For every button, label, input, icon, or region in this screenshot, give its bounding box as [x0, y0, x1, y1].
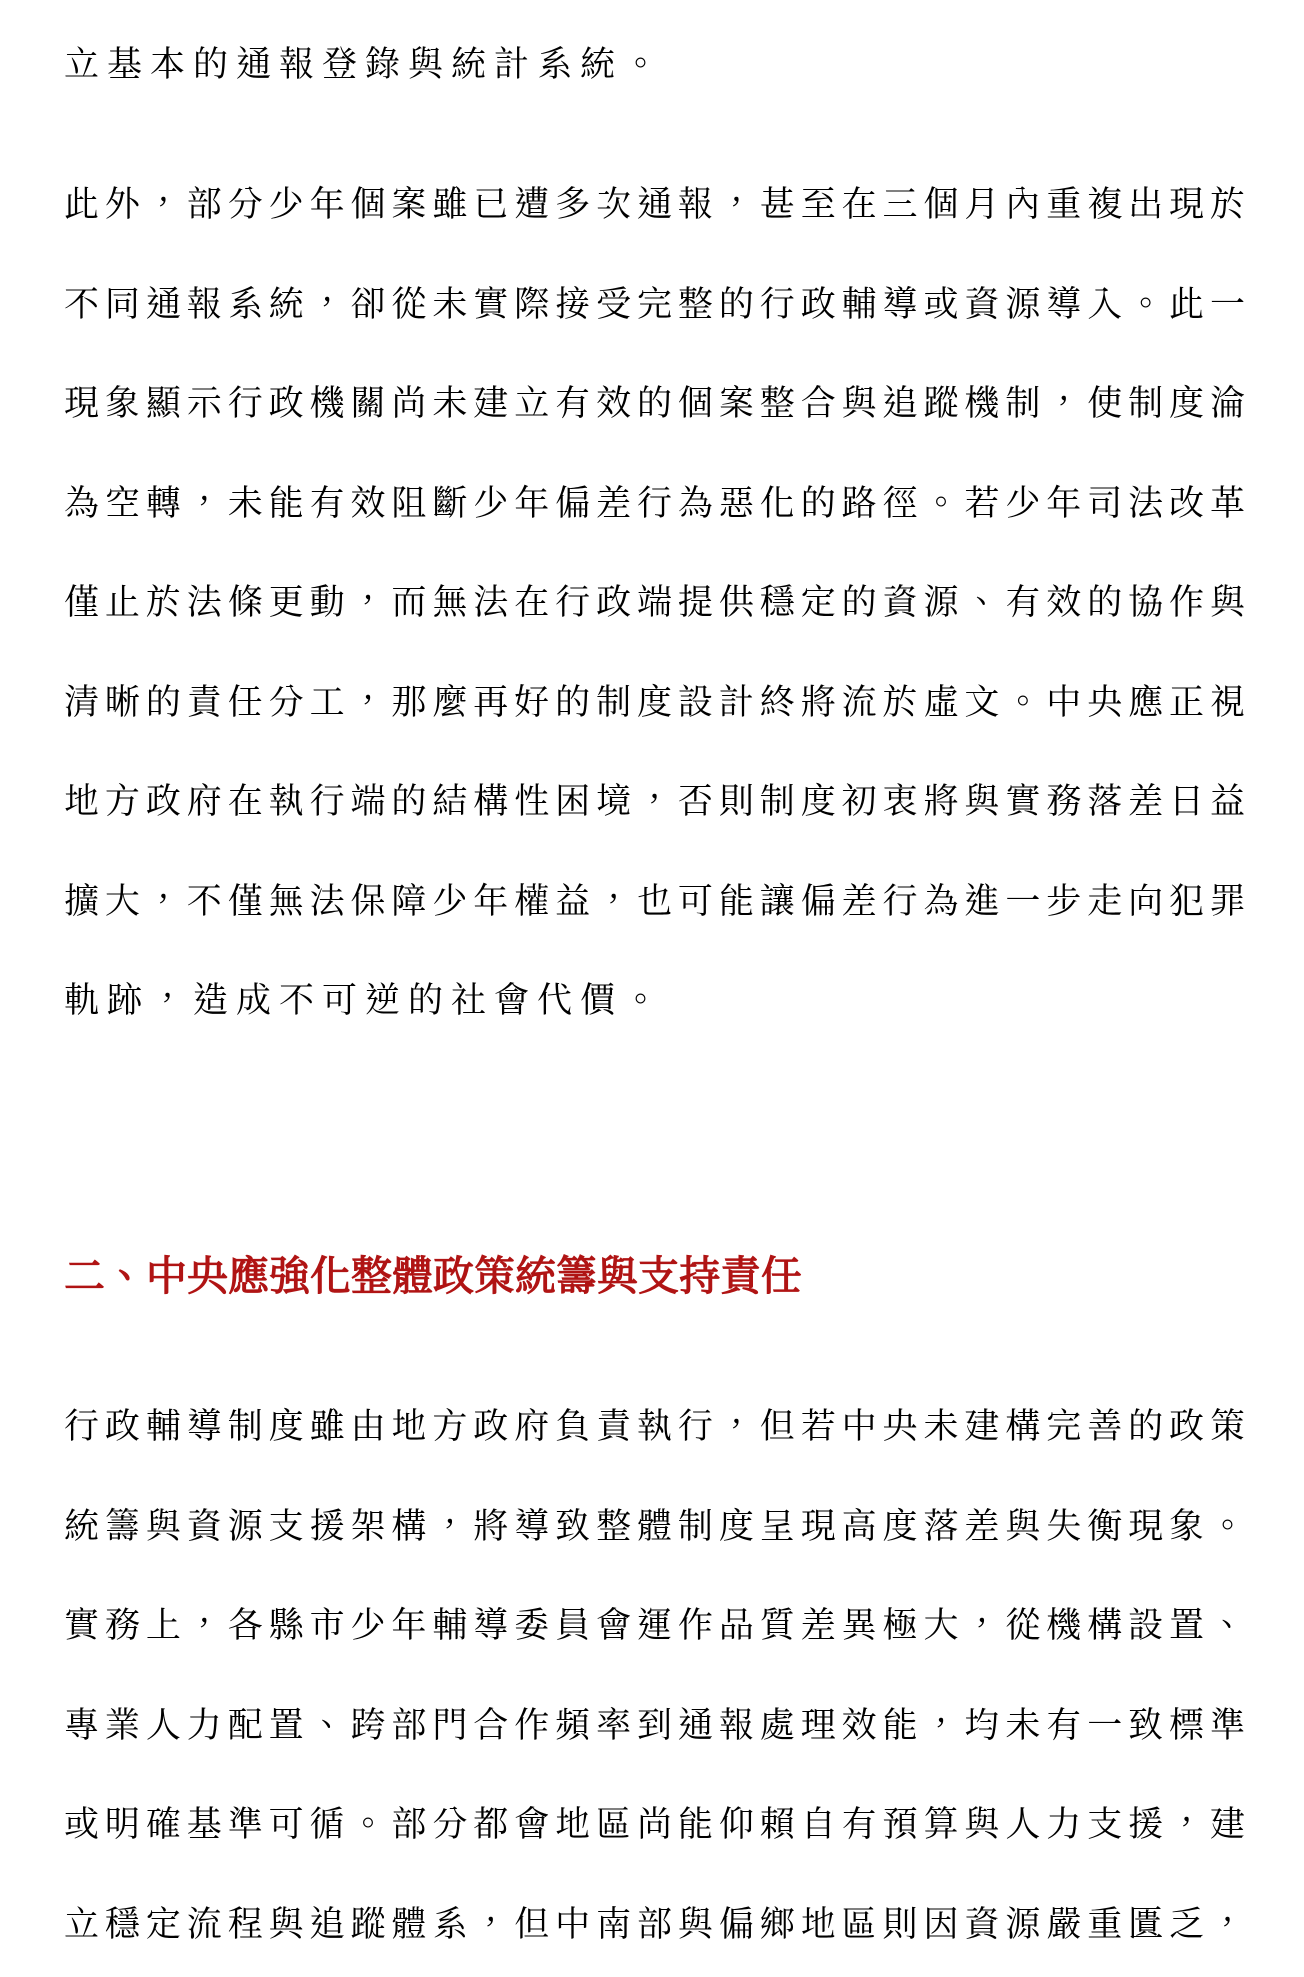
text-line: 軌跡，造成不可逆的社會代價。: [64, 981, 667, 1021]
section-heading: 二、中央應強化整體政策統籌與支持責任: [64, 1252, 802, 1300]
text-line: 專業人力配置、跨部門合作頻率到通報處理效能，均未有一致標準: [64, 1705, 1245, 1746]
text-line: 為空轉，未能有效阻斷少年偏差行為惡化的路徑。若少年司法改革: [64, 483, 1245, 524]
text-line: 不同通報系統，卻從未實際接受完整的行政輔導或資源導入。此一: [64, 284, 1245, 325]
text-line: 行政輔導制度雖由地方政府負責執行，但若中央未建構完善的政策: [64, 1407, 1245, 1447]
text-line: 立穩定流程與追蹤體系，但中南部與偏鄉地區則因資源嚴重匱乏，: [64, 1904, 1245, 1945]
text-line: 立基本的通報登錄與統計系統。: [64, 45, 667, 85]
text-line: 現象顯示行政機關尚未建立有效的個案整合與追蹤機制，使制度淪: [64, 384, 1245, 424]
text-line: 地方政府在執行端的結構性困境，否則制度初衷將與實務落差日益: [64, 782, 1245, 822]
paragraph-body: [64, 156, 1245, 1052]
text-line: 此外，部分少年個案雖已遭多次通報，甚至在三個月內重複出現於: [64, 185, 1245, 225]
paragraph-closing: [64, 1378, 1245, 1975]
text-line: 或明確基準可循。部分都會地區尚能仰賴自有預算與人力支援，建: [64, 1805, 1245, 1845]
text-line: 統籌與資源支援架構，將導致整體制度呈現高度落差與失衡現象。: [64, 1506, 1245, 1547]
text-line: 清晰的責任分工，那麼再好的制度設計終將流於虛文。中央應正視: [64, 682, 1245, 723]
text-line: 僅止於法條更動，而無法在行政端提供穩定的資源、有效的協作與: [64, 583, 1245, 623]
text-line: 實務上，各縣市少年輔導委員會運作品質差異極大，從機構設置、: [64, 1606, 1245, 1646]
text-line: 擴大，不僅無法保障少年權益，也可能讓偏差行為進一步走向犯罪: [64, 881, 1245, 922]
paragraph-opening: [64, 16, 1245, 116]
